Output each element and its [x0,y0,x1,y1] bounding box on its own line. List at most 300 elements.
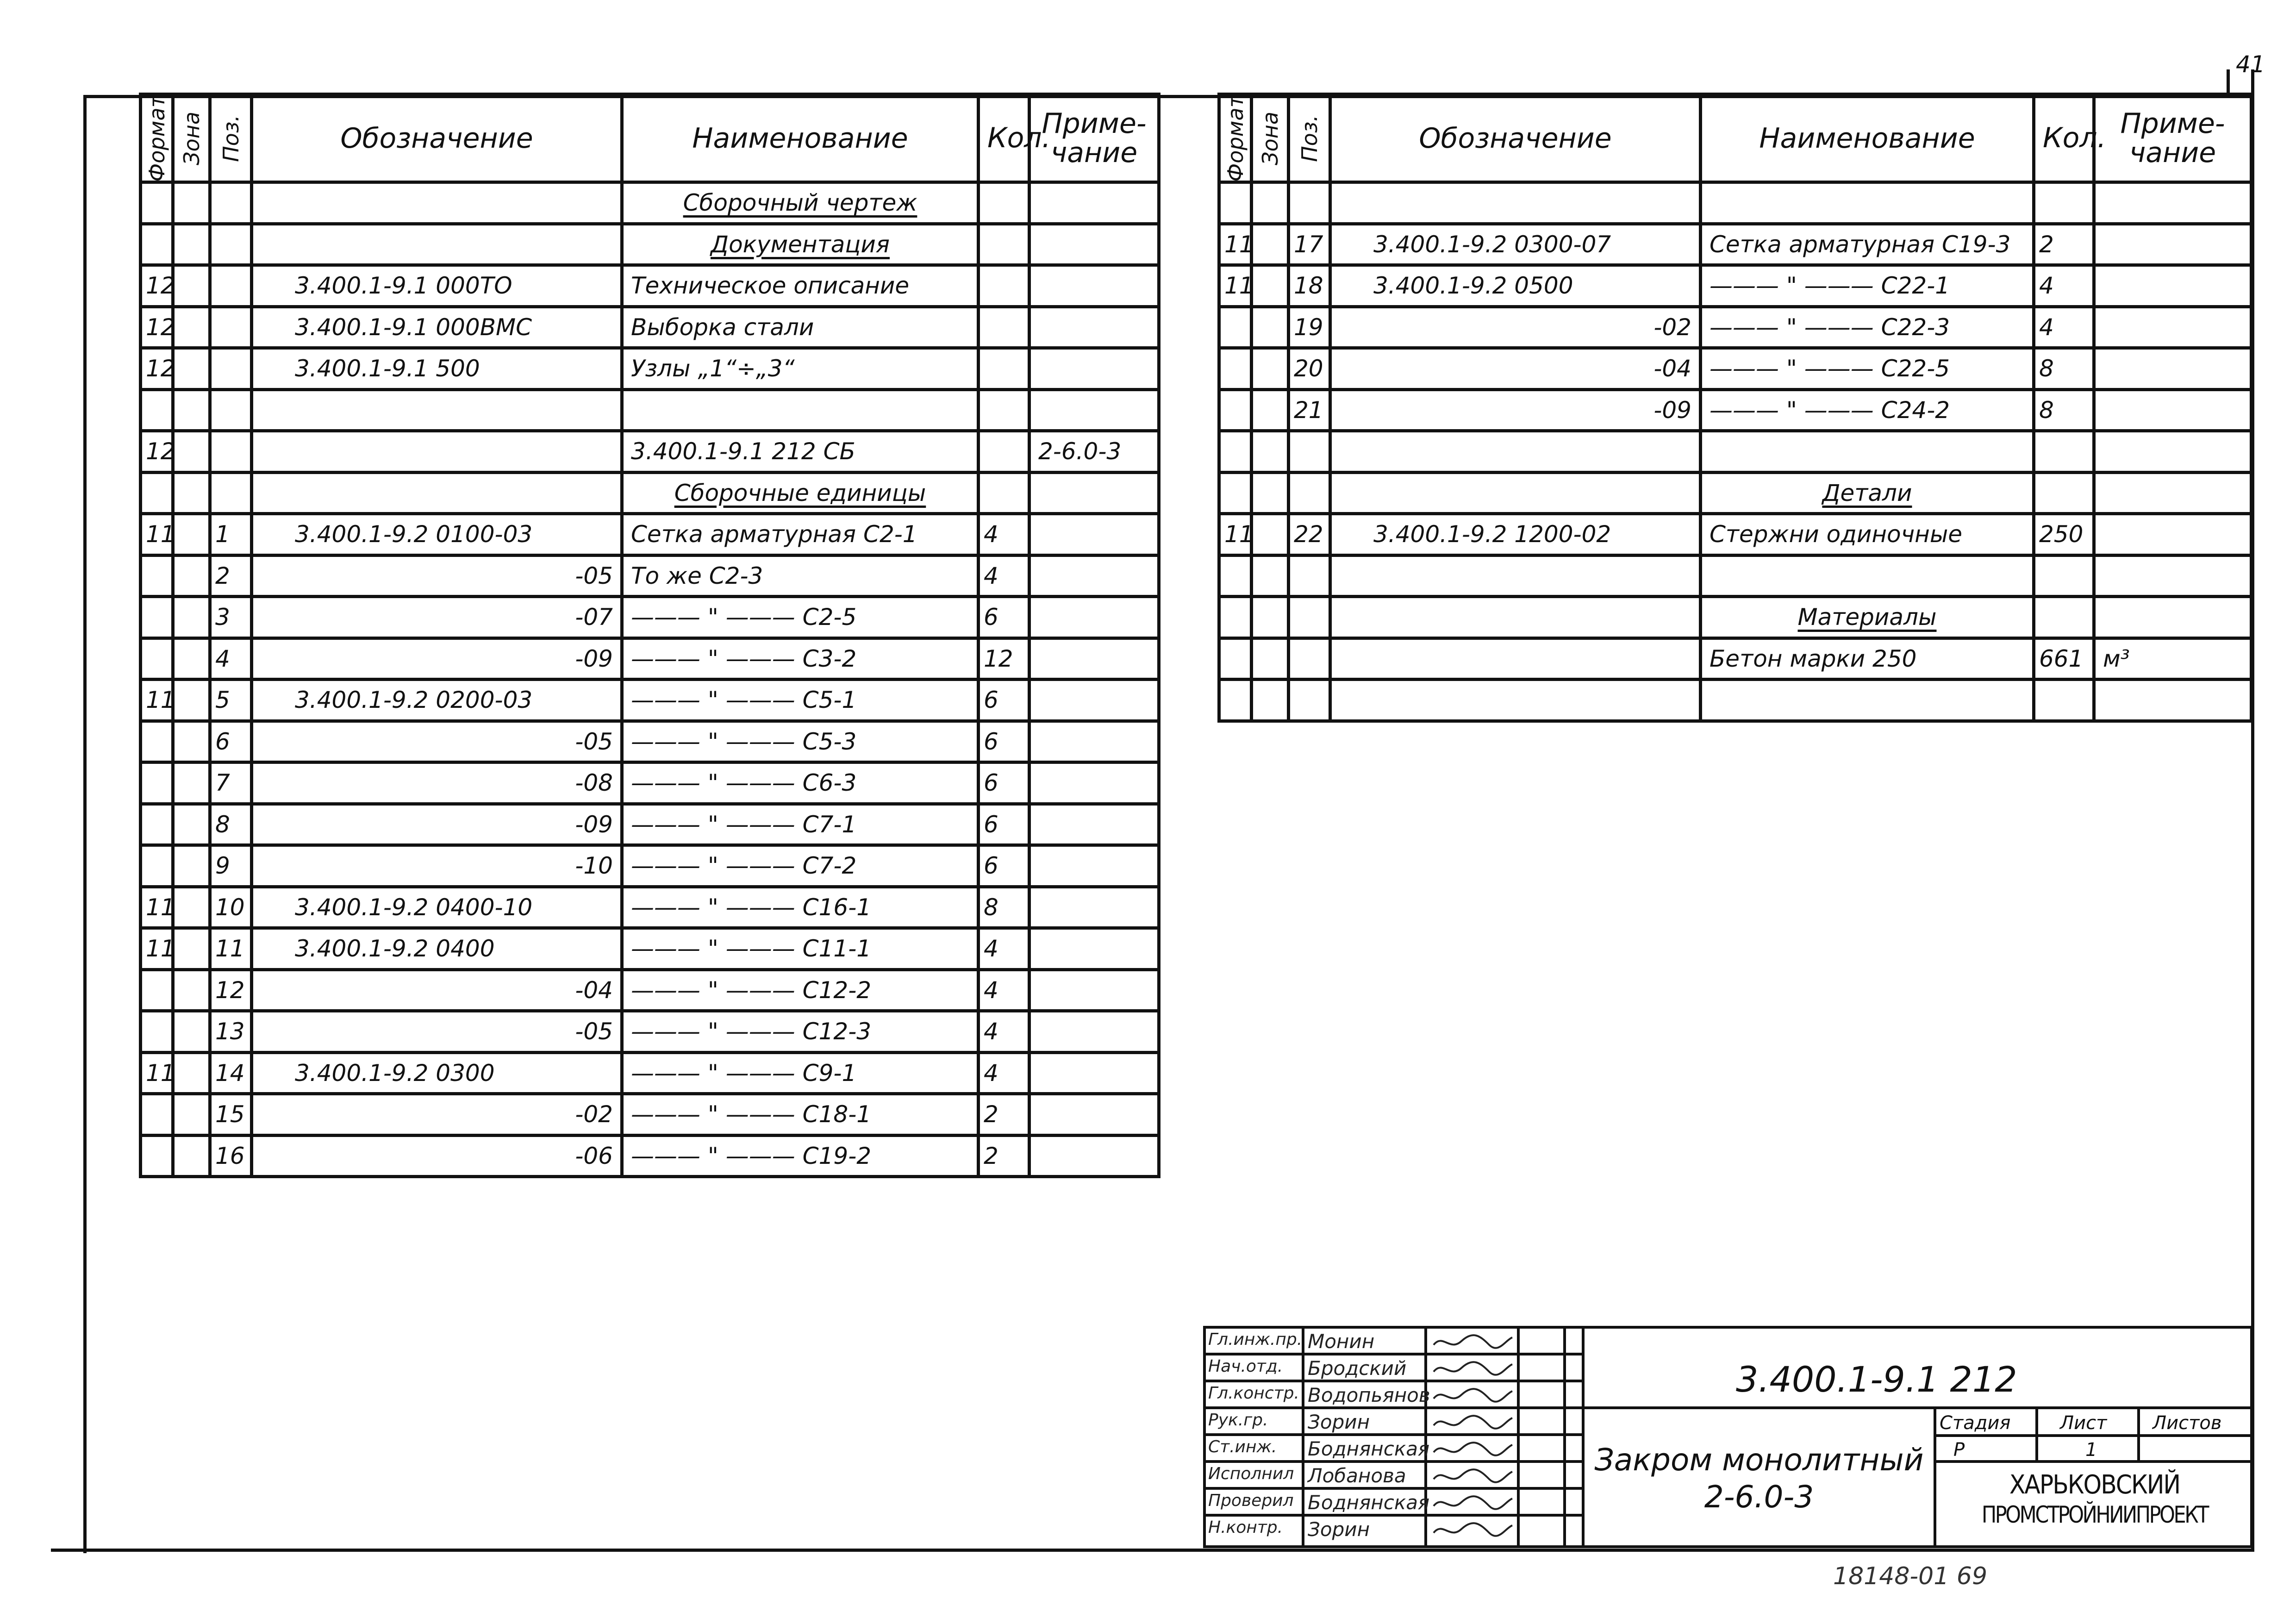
signature-name: Боднянская [1308,1491,1430,1514]
signature-role: Исполнил [1208,1464,1294,1483]
cell-qty: 6 [979,680,1029,721]
cell-note [1029,182,1159,224]
cell-format [1219,306,1252,348]
cell-qty: 8 [979,887,1029,928]
cell-zone [173,431,210,473]
cell-name: То же С2-3 [622,555,979,597]
cell-designation: 3.400.1-9.2 0500 [1330,265,1701,307]
signature-name: Боднянская [1308,1437,1430,1460]
right-specification-table [1217,93,2253,723]
table-row [1219,472,2252,514]
header-zone [1252,94,1289,182]
frame-bottom-line [51,1549,2254,1552]
cell-name [622,389,979,431]
cell-designation: -06 [252,1135,622,1177]
cell-note [2094,265,2252,307]
cell-note [1029,1135,1159,1177]
cell-format [141,555,173,597]
cell-pos: 18 [1289,265,1330,307]
table-row [1219,265,2252,307]
table-header-row [1219,94,2252,182]
cell-qty: 4 [2034,306,2094,348]
cell-format: 11 [1219,265,1252,307]
table-row [141,389,1159,431]
cell-note [1029,1094,1159,1136]
cell-qty: 4 [2034,265,2094,307]
cell-format [141,389,173,431]
organization-line2: ПРОМСТРОЙНИИПРОЕКТ [1981,1501,2208,1528]
frame-corner-tick [2227,69,2230,93]
cell-zone [173,1135,210,1177]
cell-designation: 3.400.1-9.1 500 [252,348,622,390]
cell-name [1701,680,2034,721]
cell-designation: 3.400.1-9.2 0100-03 [252,514,622,556]
header-zone [173,94,210,182]
cell-note [2094,306,2252,348]
cell-designation: 3.400.1-9.1 000ТО [252,265,622,307]
cell-format [1219,182,1252,224]
cell-qty: 6 [979,804,1029,845]
cell-qty: 12 [979,638,1029,680]
table-row [1219,224,2252,265]
table-row [141,265,1159,307]
cell-designation [1330,431,1701,473]
cell-qty: 4 [979,1011,1029,1053]
cell-designation: -08 [252,762,622,804]
handwritten-signature-mark [1429,1465,1517,1488]
cell-designation: -09 [252,804,622,845]
sheet-number: 41 [2236,51,2265,78]
cell-pos: 3 [210,597,252,638]
sheet-label: Лист [2060,1412,2107,1434]
cell-qty: 6 [979,845,1029,887]
cell-designation: -02 [252,1094,622,1136]
cell-designation: 3.400.1-9.1 000ВМС [252,306,622,348]
cell-zone [173,1011,210,1053]
cell-note [1029,887,1159,928]
cell-name: Сетка арматурная С2-1 [622,514,979,556]
header-format [141,94,173,182]
signature-role: Рук.гр. [1208,1411,1268,1430]
cell-name [1701,182,2034,224]
cell-format: 12 [141,265,173,307]
cell-note [1029,1011,1159,1053]
right-table-body [1219,94,2252,721]
cell-note [1029,389,1159,431]
cell-qty [979,348,1029,390]
cell-pos: 4 [210,638,252,680]
cell-note [1029,804,1159,845]
signature-role: Гл.констр. [1208,1384,1299,1403]
handwritten-signature-mark [1429,1358,1517,1381]
table-row [1219,555,2252,597]
cell-name: ——— " ——— С3-2 [622,638,979,680]
cell-designation: -05 [252,1011,622,1053]
table-row [141,638,1159,680]
header-name: Наименование [622,94,979,182]
cell-designation [1330,597,1701,638]
cell-note [1029,224,1159,265]
table-row [1219,680,2252,721]
cell-designation: -10 [252,845,622,887]
cell-note [2094,597,2252,638]
header-qty: Кол. [2034,94,2094,182]
cell-format: 12 [141,348,173,390]
signature-name: Водопьянов [1308,1384,1430,1406]
cell-pos [1289,182,1330,224]
cell-note [1029,969,1159,1011]
cell-name: Документация [622,224,979,265]
cell-designation: -09 [1330,389,1701,431]
cell-name: Техническое описание [622,265,979,307]
cell-designation: 3.400.1-9.2 0300-07 [1330,224,1701,265]
cell-zone [1252,224,1289,265]
cell-name: ——— " ——— С5-3 [622,721,979,762]
table-row [141,721,1159,762]
cell-designation: 3.400.1-9.2 0400-10 [252,887,622,928]
cell-zone [173,638,210,680]
cell-designation: -05 [252,721,622,762]
cell-format [141,597,173,638]
cell-qty [2034,555,2094,597]
cell-designation: -04 [1330,348,1701,390]
table-row [141,348,1159,390]
sheets-label: Листов [2152,1412,2222,1434]
cell-pos: 1 [210,514,252,556]
cell-pos [1289,555,1330,597]
handwritten-signature-mark [1429,1412,1517,1435]
signature-role: Нач.отд. [1208,1357,1283,1376]
cell-note [1029,348,1159,390]
cell-format [1219,389,1252,431]
cell-pos [210,431,252,473]
cell-format [141,224,173,265]
cell-qty: 4 [979,969,1029,1011]
table-row [141,845,1159,887]
cell-pos [1289,680,1330,721]
cell-name: ——— " ——— С2-5 [622,597,979,638]
cell-name: Детали [1701,472,2034,514]
cell-format: 11 [1219,514,1252,556]
cell-qty: 8 [2034,389,2094,431]
cell-name: Сборочные единицы [622,472,979,514]
cell-zone [173,224,210,265]
cell-pos [1289,597,1330,638]
cell-pos: 9 [210,845,252,887]
cell-name: Сетка арматурная С19-3 [1701,224,2034,265]
cell-note [1029,638,1159,680]
cell-note [2094,348,2252,390]
cell-pos: 11 [210,928,252,970]
table-header-row [141,94,1159,182]
cell-zone [173,680,210,721]
document-title-line2: 2-6.0-3 [1704,1479,1814,1515]
stage-value: Р [1953,1439,1965,1461]
cell-zone [173,721,210,762]
cell-pos [210,182,252,224]
cell-format: 11 [141,1052,173,1094]
header-pos [1289,94,1330,182]
cell-zone [173,804,210,845]
cell-note [1029,555,1159,597]
cell-designation [252,224,622,265]
table-row [1219,597,2252,638]
cell-format: 12 [141,306,173,348]
cell-zone [173,887,210,928]
cell-note [1029,928,1159,970]
cell-zone [1252,597,1289,638]
cell-qty [2034,472,2094,514]
cell-format: 11 [141,928,173,970]
cell-designation: -07 [252,597,622,638]
table-row [141,804,1159,845]
header-pos-label: Поз. [218,114,243,162]
cell-note [2094,472,2252,514]
cell-name: ——— " ——— С7-2 [622,845,979,887]
cell-format: 11 [141,680,173,721]
cell-designation: -02 [1330,306,1701,348]
cell-qty: 6 [979,597,1029,638]
cell-name: ——— " ——— С19-2 [622,1135,979,1177]
cell-designation: -05 [252,555,622,597]
table-row [1219,638,2252,680]
cell-pos: 22 [1289,514,1330,556]
header-pos-label: Поз. [1297,114,1322,162]
cell-pos [1289,638,1330,680]
cell-qty: 4 [979,1052,1029,1094]
cell-qty: 6 [979,762,1029,804]
signature-name: Бродский [1308,1357,1407,1380]
header-qty: Кол. [979,94,1029,182]
cell-format [1219,555,1252,597]
cell-pos [1289,431,1330,473]
cell-note [2094,514,2252,556]
cell-zone [173,762,210,804]
table-row [141,1094,1159,1136]
cell-note [2094,224,2252,265]
table-row [1219,182,2252,224]
cell-format [141,1094,173,1136]
cell-name: ——— " ——— С22-3 [1701,306,2034,348]
bottom-stamp: 18148-01 69 [1833,1562,1988,1590]
cell-note [1029,514,1159,556]
cell-name: Материалы [1701,597,2034,638]
cell-zone [1252,514,1289,556]
cell-pos [210,389,252,431]
cell-qty [979,431,1029,473]
cell-name: ——— " ——— С7-1 [622,804,979,845]
header-format-label: Формат [1223,95,1248,181]
cell-pos [210,224,252,265]
table-row [1219,514,2252,556]
cell-zone [1252,680,1289,721]
cell-qty: 661 [2034,638,2094,680]
cell-name: ——— " ——— С11-1 [622,928,979,970]
cell-format [141,969,173,1011]
cell-pos: 13 [210,1011,252,1053]
cell-qty [2034,597,2094,638]
cell-format: 11 [141,514,173,556]
cell-qty: 4 [979,555,1029,597]
cell-note [2094,182,2252,224]
cell-note: 2-6.0-3 [1029,431,1159,473]
cell-note [2094,431,2252,473]
handwritten-signature-mark [1429,1331,1517,1354]
cell-name: ——— " ——— С12-3 [622,1011,979,1053]
table-row [141,555,1159,597]
cell-pos: 12 [210,969,252,1011]
table-row [141,1011,1159,1053]
cell-note [1029,265,1159,307]
cell-designation: 3.400.1-9.2 0300 [252,1052,622,1094]
cell-qty: 250 [2034,514,2094,556]
cell-format: 11 [141,887,173,928]
handwritten-signature-mark [1429,1438,1517,1462]
header-note: Приме- чание [2094,94,2252,182]
cell-name: ——— " ——— С6-3 [622,762,979,804]
cell-qty: 4 [979,928,1029,970]
header-note: Приме- чание [1029,94,1159,182]
header-zone-label: Зона [179,111,204,165]
cell-format: 12 [141,431,173,473]
left-specification-table [139,93,1160,1178]
cell-note [1029,721,1159,762]
cell-zone [1252,472,1289,514]
cell-designation [1330,555,1701,597]
signature-name: Лобанова [1308,1464,1406,1487]
cell-pos: 5 [210,680,252,721]
cell-pos [210,472,252,514]
cell-zone [173,265,210,307]
cell-name: Узлы „1“÷„3“ [622,348,979,390]
document-designation: 3.400.1-9.1 212 [1736,1359,2017,1400]
cell-designation [252,182,622,224]
cell-designation: -04 [252,969,622,1011]
cell-designation [1330,182,1701,224]
cell-zone [1252,348,1289,390]
cell-designation [1330,472,1701,514]
title-block [1204,1326,2254,1549]
cell-qty [979,182,1029,224]
table-row [141,224,1159,265]
cell-zone [1252,182,1289,224]
cell-zone [173,969,210,1011]
cell-qty [979,306,1029,348]
cell-pos: 8 [210,804,252,845]
cell-qty: 2 [979,1094,1029,1136]
table-row [141,762,1159,804]
cell-pos: 21 [1289,389,1330,431]
cell-pos [210,348,252,390]
cell-format [141,472,173,514]
signature-name: Монин [1308,1330,1375,1353]
cell-note [1029,680,1159,721]
table-row [141,1052,1159,1094]
cell-pos [1289,472,1330,514]
cell-format [1219,680,1252,721]
cell-pos [210,265,252,307]
table-row [141,306,1159,348]
header-designation: Обозначение [252,94,622,182]
cell-pos: 2 [210,555,252,597]
cell-name: ——— " ——— С18-1 [622,1094,979,1136]
cell-format [1219,431,1252,473]
cell-name: ——— " ——— С22-5 [1701,348,2034,390]
cell-name: Бетон марки 250 [1701,638,2034,680]
cell-note [2094,680,2252,721]
cell-zone [1252,638,1289,680]
cell-qty: 2 [979,1135,1029,1177]
cell-format [1219,472,1252,514]
table-row [1219,389,2252,431]
cell-pos: 7 [210,762,252,804]
cell-name: ——— " ——— С24-2 [1701,389,2034,431]
cell-note [1029,1052,1159,1094]
table-row [141,597,1159,638]
cell-pos: 6 [210,721,252,762]
cell-designation [252,389,622,431]
frame-left-line [83,95,87,1553]
left-table-body [141,94,1159,1177]
table-row [141,182,1159,224]
signature-name: Зорин [1308,1411,1370,1433]
cell-name: 3.400.1-9.1 212 СБ [622,431,979,473]
cell-format [141,182,173,224]
stage-label: Стадия [1940,1412,2011,1434]
cell-zone [1252,306,1289,348]
header-format-label: Формат [144,95,169,181]
cell-format [141,638,173,680]
cell-name [1701,431,2034,473]
table-row [141,1135,1159,1177]
table-row [1219,348,2252,390]
cell-name: ——— " ——— С5-1 [622,680,979,721]
cell-format [141,1135,173,1177]
cell-zone [1252,431,1289,473]
cell-designation [252,431,622,473]
cell-pos: 16 [210,1135,252,1177]
cell-zone [173,845,210,887]
cell-name [1701,555,2034,597]
cell-designation [1330,638,1701,680]
cell-zone [1252,555,1289,597]
cell-designation: 3.400.1-9.2 0400 [252,928,622,970]
cell-qty [2034,680,2094,721]
cell-note [1029,472,1159,514]
cell-format [141,762,173,804]
document-title-line1: Закром монолитный [1594,1442,1924,1478]
header-name: Наименование [1701,94,2034,182]
cell-designation: -09 [252,638,622,680]
cell-name: ——— " ——— С12-2 [622,969,979,1011]
cell-qty: 8 [2034,348,2094,390]
cell-zone [1252,265,1289,307]
header-pos [210,94,252,182]
cell-pos: 20 [1289,348,1330,390]
organization-line1: ХАРЬКОВСКИЙ [2009,1470,2180,1500]
signature-role: Н.контр. [1208,1518,1283,1537]
cell-pos: 15 [210,1094,252,1136]
cell-zone [173,928,210,970]
cell-zone [173,389,210,431]
cell-format [141,845,173,887]
cell-qty [2034,182,2094,224]
cell-qty [979,389,1029,431]
cell-format [1219,348,1252,390]
cell-qty [979,224,1029,265]
cell-qty [979,472,1029,514]
signature-name: Зорин [1308,1518,1370,1541]
